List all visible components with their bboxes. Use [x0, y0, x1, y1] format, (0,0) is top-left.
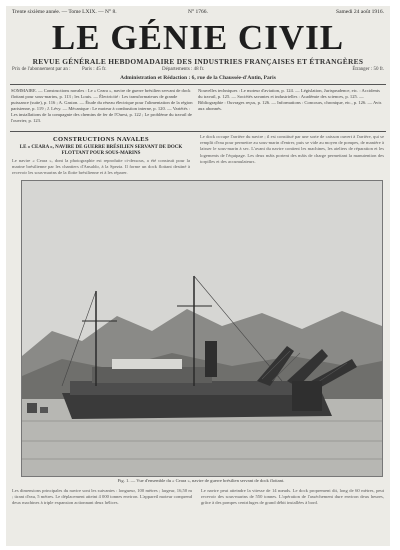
price-paris: Paris : 45 fr.: [82, 67, 107, 72]
summary-left: SOMMAIRE. — Constructions navales : Le « Ceara », navire de guerre brésilien servant de dock flottant pour sous-marins, p. 113 ; les Louis. — Électricité : Les transformateurs de grande puissance (suite), p. 116 ; A. Gaston. — Étude du réseau électrique pour l'alimentation de la région parisienne, p. 119 ; J. Lévy. — Mécanique : Le moteur à combustion interne, p. 120. — Variétés : Les installations de la compagnie des chemins de fer de l'Ouest, p. 122 ; Le problème du travail de l'ouvrier, p. 123.: [11, 88, 193, 124]
top-info-line: [10, 9, 386, 18]
masthead-subtitle: REVUE GÉNÉRALE HEBDOMADAIRE DES INDUSTRIES FRANÇAISES ET ÉTRANGÈRES: [32, 57, 364, 66]
header-divider: [10, 84, 386, 85]
ship-photograph: [21, 180, 383, 477]
price-etranger: Étranger : 50 fr.: [352, 67, 384, 72]
subscription-info: [12, 67, 384, 75]
newspaper-page: [6, 6, 390, 546]
issue-number: N° 1766.: [188, 9, 208, 15]
figure-caption: Fig. 1. — Vue d'ensemble du « Ceara », navire de guerre brésilien servant de dock flottant.: [117, 478, 285, 483]
article-bottom-right: Le navire peut atteindre la vitesse de 14 nœuds. Le dock proprement dit, long de 60 mètres, peut recevoir des sous-marins de 550 tonnes. L'opération de l'assèchement dure environ deux heures, grâce à des pompes centrifuges de grand débit installées à bord.: [201, 488, 384, 506]
article-column-left: Le navire « Ceara », dont la photographie est reproduite ci-dessous, a été construit pour la marine brésilienne par les chantiers d'Ansaldo, à la Spezia. Il forme un dock flottant destiné à recevoir les sous-marins de la flotte brésilienne et à les réparer.: [12, 158, 190, 176]
subscription-label: Prix de l'abonnement par an :: [12, 67, 71, 72]
article-bottom-left: Les dimensions principales du navire sont les suivantes : longueur, 100 mètres ; largeur, 16,50 m ; tirant d'eau, 5 mètres. Le déplacement atteint 4 000 tonnes environ. L'appareil moteur comprend deux machines à triple expansion actionnant deux hélices.: [12, 488, 192, 506]
summary-divider: [10, 131, 386, 132]
year-volume: Trente sixième année. — Tome LXIX. — N° 8.: [12, 9, 117, 15]
summary-right: Nouvelles techniques : Le moteur d'aviation, p. 124. — Législation, Jurisprudence, etc. : Accidents du travail, p. 125. — Sociétés savantes et industrielles : Académie des sciences, p. 125. — Bibliographie : Ouvrages reçus, p. 126. — Informations : Concours, chronique, etc., p. 126. — Avis aux abonnés.: [198, 88, 382, 112]
issue-date: Samedi 24 août 1916.: [336, 9, 384, 15]
article-column-right: Le dock occupe l'arrière du navire ; il est constitué par une sorte de caisson ouvert à l'arrière, qui se remplit d'eau pour permettre au sous-marin d'entrer, puis se vide au moyen de pompes, de manière à laisser le sous-marin à sec. L'avant du navire contient les machines, les ateliers de réparation et les logements de l'équipage. Les deux mâts portent des mâts de charge permettant la manutention des torpilles et des accumulateurs.: [200, 134, 384, 164]
article-title: LE « CEARA », NAVIRE DE GUERRE BRÉSILIEN SERVANT DE DOCK FLOTTANT POUR SOUS-MARINS: [19, 145, 183, 156]
section-title: CONSTRUCTIONS NAVALES: [52, 136, 150, 143]
masthead-title: LE GÉNIE CIVIL: [51, 18, 345, 57]
price-departements: Départements : 48 fr.: [162, 67, 205, 72]
administration-line: Administration et Rédaction : 6, rue de la Chaussée-d'Antin, Paris: [120, 75, 276, 81]
